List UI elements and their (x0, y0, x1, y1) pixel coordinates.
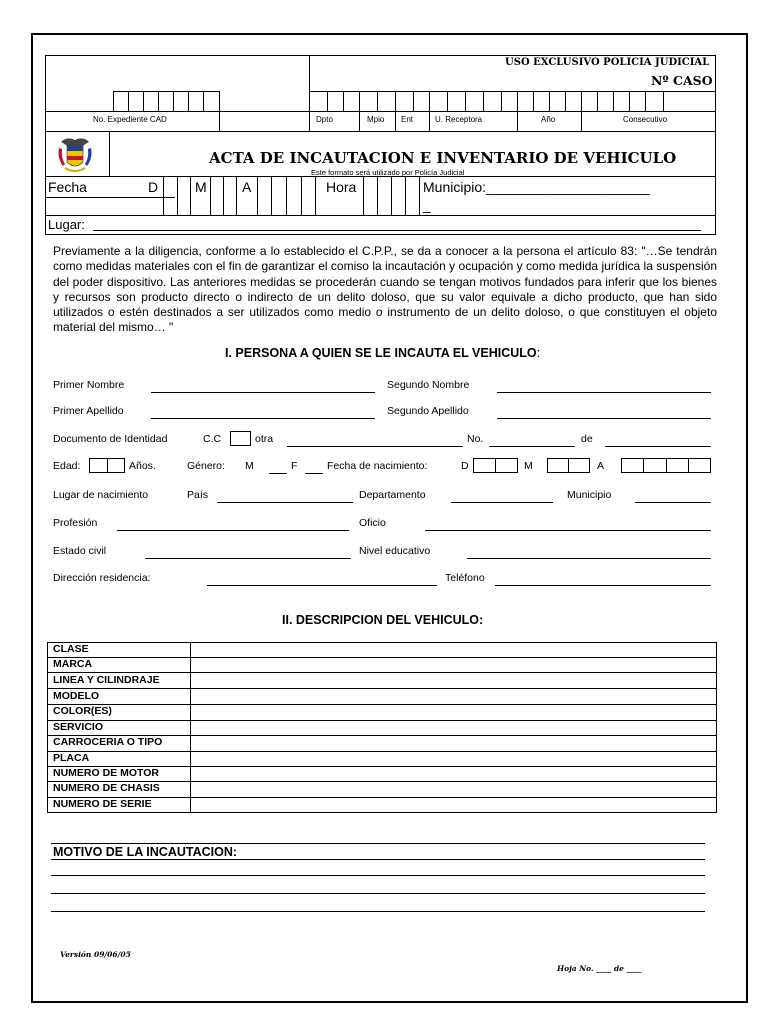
genero-label: Género: (187, 460, 225, 472)
case-col-consecutivo: Consecutivo (623, 115, 668, 124)
primer-apellido-label: Primer Apellido (53, 405, 124, 417)
fecha-nac-d-label: D (461, 460, 469, 472)
cc-label: C.C (203, 433, 222, 445)
uso-exclusivo-label: USO EXCLUSIVO POLICIA JUDICIAL (505, 57, 710, 68)
municipio-label[interactable]: Municipio:_____________________ (423, 179, 650, 195)
vehicle-row-modelo: MODELO (53, 690, 100, 702)
municipio-nac-label: Municipio (567, 489, 612, 501)
profesion-label: Profesión (53, 517, 98, 529)
primer-apellido-input[interactable] (151, 418, 375, 419)
fecha-label: Fecha (48, 179, 87, 195)
coat-of-arms-logo (53, 134, 97, 176)
segundo-nombre-input[interactable] (497, 392, 711, 393)
vehicle-row-linea: LINEA Y CILINDRAJE (53, 674, 160, 686)
motivo-line-4[interactable] (51, 911, 705, 912)
case-col-ent: Ent (401, 115, 414, 124)
fecha-d-label: D (148, 179, 159, 195)
telefono-label: Teléfono (445, 572, 485, 584)
vehicle-row-serie: NUMERO DE SERIE (53, 798, 152, 810)
telefono-input[interactable] (495, 585, 711, 586)
documento-de-label: de (581, 433, 593, 445)
vehicle-row-placa: PLACA (53, 752, 90, 764)
segundo-nombre-label: Segundo Nombre (387, 379, 470, 391)
expediente-label: No. Expediente CAD (93, 115, 167, 124)
departamento-label: Departamento (359, 489, 426, 501)
form-page (31, 33, 748, 1003)
pais-label: País (187, 489, 209, 501)
motivo-line-1[interactable] (51, 859, 705, 860)
version-label: Versión 09/06/05 (60, 950, 131, 959)
caso-label: Nº CASO (651, 73, 713, 88)
genero-m-label: M (245, 460, 254, 472)
lugar-input-line[interactable] (93, 230, 701, 231)
primer-nombre-input[interactable] (151, 392, 375, 393)
fecha-a-label: A (242, 179, 252, 195)
section2-title: II. DESCRIPCION DEL VEHICULO: (282, 613, 484, 627)
documento-label: Documento de Identidad (53, 433, 168, 445)
pais-input[interactable] (217, 502, 353, 503)
anos-label: Años. (129, 460, 156, 472)
departamento-input[interactable] (451, 502, 553, 503)
genero-f-label: F (291, 460, 298, 472)
documento-no-input[interactable] (489, 446, 575, 447)
vehicle-row-servicio: SERVICIO (53, 721, 103, 733)
profesion-input[interactable] (117, 530, 349, 531)
otra-label: otra (255, 433, 274, 445)
genero-m-input[interactable] (269, 473, 287, 474)
vehicle-row-clase: CLASE (53, 643, 89, 655)
municipio-nac-input[interactable] (635, 502, 711, 503)
segundo-apellido-input[interactable] (497, 418, 711, 419)
documento-de-input[interactable] (605, 446, 711, 447)
case-col-receptora: U. Receptora (435, 115, 483, 124)
documento-no-label: No. (467, 433, 484, 445)
hoja-label: Hoja No. ____ de ____ (557, 964, 642, 973)
direccion-input[interactable] (207, 585, 437, 586)
lugar-label: Lugar: (48, 217, 85, 232)
motivo-label: MOTIVO DE LA INCAUTACION: (53, 845, 238, 859)
fecha-nac-m-label: M (524, 460, 533, 472)
nivel-educativo-input[interactable] (467, 558, 711, 559)
nivel-educativo-label: Nivel educativo (359, 545, 431, 557)
fecha-nac-a-label: A (597, 460, 605, 472)
case-col-ano: Año (541, 115, 556, 124)
estado-civil-input[interactable] (145, 558, 351, 559)
municipio-line2: _ (423, 197, 431, 213)
oficio-input[interactable] (425, 530, 711, 531)
intro-paragraph: Previamente a la diligencia, conforme a lo establecido el C.P.P., se da a conocer a la persona el artículo 83: "…Se tendrán como medidas materiales con el fin de garantizar el comiso la incautación y ocupación y como medida jurídica la suspensión del poder dispositivo. Las anteriores medidas se procederán cuando se tengan motivos fundados para inferir que los bienes y recursos son producto directo o indirecto de un delito doloso, que su valor equivale a dicho producto, que han sido utilizados o estén destinados a ser utilizados como medio o instrumento de un delito doloso, o que constituyen el objeto material del mismo… " (53, 244, 717, 335)
section1-title: I. PERSONA A QUIEN SE LE INCAUTA EL VEHICULO: (225, 346, 541, 360)
genero-f-input[interactable] (305, 473, 323, 474)
segundo-apellido-label: Segundo Apellido (387, 405, 469, 417)
case-col-dpto: Dpto (316, 115, 333, 124)
form-title: ACTA DE INCAUTACION E INVENTARIO DE VEHICULO (209, 149, 677, 167)
edad-label: Edad: (53, 460, 81, 472)
lugar-row (45, 215, 716, 235)
lugar-nac-label: Lugar de nacimiento (53, 489, 149, 501)
form-subtitle: Este formato será utilizado por Policía Judicial (311, 168, 465, 177)
vehicle-row-chasis: NUMERO DE CHASIS (53, 782, 160, 794)
oficio-label: Oficio (359, 517, 386, 529)
direccion-label: Dirección residencia: (53, 572, 151, 584)
fecha-nac-label: Fecha de nacimiento: (327, 460, 428, 472)
cc-checkbox[interactable] (230, 431, 251, 446)
otra-input[interactable] (287, 446, 463, 447)
primer-nombre-label: Primer Nombre (53, 379, 125, 391)
vehicle-row-marca: MARCA (53, 658, 93, 670)
case-col-mpio: Mpio (367, 115, 385, 124)
vehicle-row-motor: NUMERO DE MOTOR (53, 767, 159, 779)
fecha-m-label: M (195, 179, 207, 195)
motivo-line-3[interactable] (51, 893, 705, 894)
vehicle-row-color: COLOR(ES) (53, 705, 112, 717)
hora-label: Hora (326, 179, 357, 195)
motivo-line-2[interactable] (51, 875, 705, 876)
vehicle-row-carroceria: CARROCERIA O TIPO (53, 736, 163, 748)
estado-civil-label: Estado civil (53, 545, 107, 557)
